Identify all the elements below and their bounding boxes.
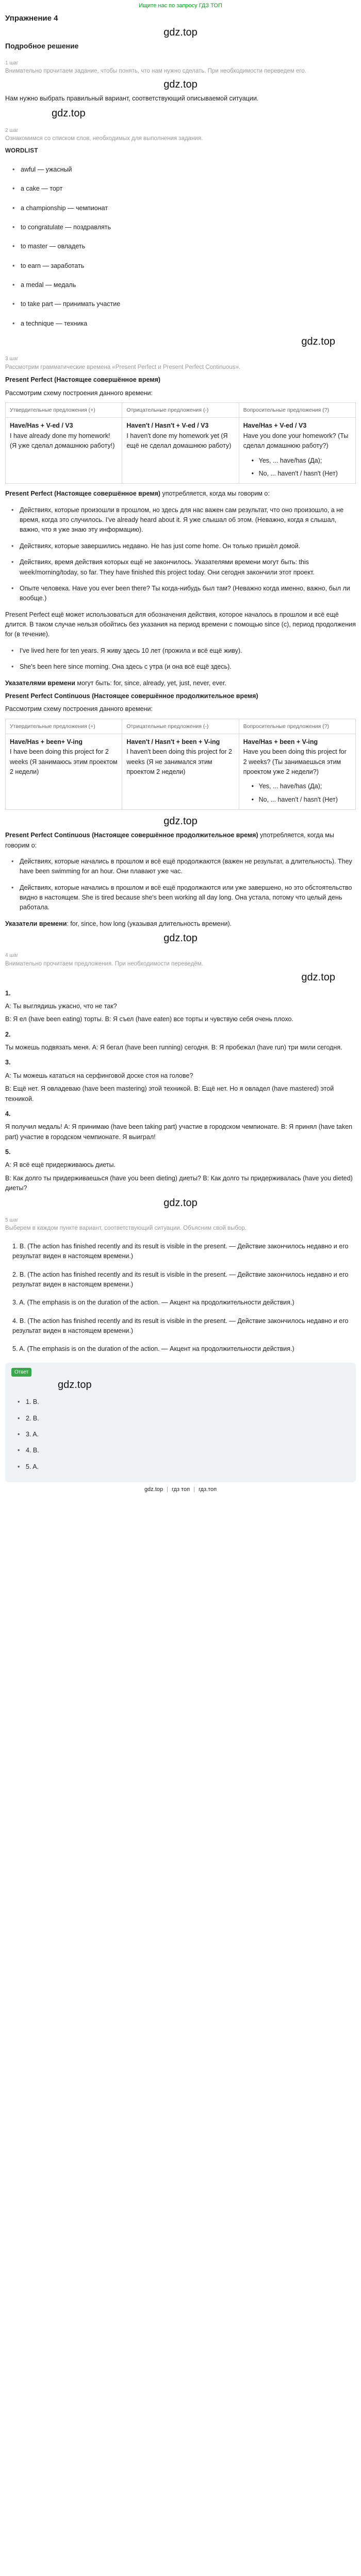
item-number: 1. <box>5 989 11 997</box>
section-heading: Указателями времени <box>5 679 75 687</box>
step-hint: Внимательно прочитаем предложения. При необходимости переведём. <box>5 960 203 967</box>
grammar-table <box>5 719 356 810</box>
example: Have you been doing this project for 2 weeks? (Ты занимаешься этим проектом уже 2 недели?) <box>243 748 347 776</box>
example: I haven't done my homework yet (Я ещё не сделал домашнюю работу) <box>126 432 232 450</box>
answer-box <box>5 1363 356 1482</box>
example: I have been doing this project for 2 weeks (Я занимаюсь этим проектом 2 недели) <box>10 748 118 776</box>
section-text: употребляется, когда мы говорим о: <box>160 490 270 498</box>
section-text: могут быть: for, since, already, yet, just, never, ever. <box>75 679 226 687</box>
explanation-list <box>5 1238 356 1359</box>
list-item: • No, ... haven't / hasn't (Нет) <box>251 793 351 806</box>
item-answer: B: Я ел (have been eating) торты. B: Я съел (have eaten) все торты и чувствую себя очень плохо. <box>5 1015 293 1023</box>
list-item: • 5. A. <box>17 1459 350 1475</box>
list-item: • 1. B. <box>17 1394 350 1410</box>
formula: Have/Has + been+ V-ing <box>10 738 83 745</box>
list-item: • Действиях, которые начались в прошлом и всё ещё продолжаются (важен не результат, а длительность). They have been swimming for an hour. Они плавают уже час. <box>10 854 356 880</box>
list-item: • I've lived here for ten years. Я живу здесь 10 лет (прожила и всё ещё живу). <box>10 643 356 659</box>
item-number: 5. <box>5 1148 11 1156</box>
watermark: gdz.top <box>163 816 198 827</box>
step-label: 3 шаг <box>5 356 19 362</box>
item-question: A: Ты выглядишь ужасно, что не так? <box>5 1002 117 1010</box>
step-label: 5 шаг <box>5 1217 19 1223</box>
section-heading: Present Perfect (Настоящее совершённое время) <box>5 490 160 498</box>
page-title: Упражнение 4 <box>5 14 58 23</box>
item-question: A: Я всё ещё придерживаюсь диеты. <box>5 1161 116 1169</box>
page-subtitle: Подробное решение <box>5 42 79 50</box>
step-label: 4 шаг <box>5 953 19 959</box>
item-answer: B: Как долго ты придерживаешься (have you been dieting) диеты? B: Как долго ты придерживалась (have you dieted) диеты? <box>5 1174 353 1192</box>
section-text: : for, since, how long (указывая длительность времени). <box>67 920 232 927</box>
list-item: • No, ... haven't / hasn't (Нет) <box>251 467 351 480</box>
step-text: Нам нужно выбрать правильный вариант, соответствующий описываемой ситуации. <box>5 95 259 103</box>
list-item: • a technique — техника <box>11 314 356 333</box>
example: I have already done my homework! (Я уже сделал домашнюю работу!) <box>10 432 115 450</box>
list-item: • 2. B. <box>17 1411 350 1427</box>
list-item: • Действиях, время действия которых ещё не закончилось. Указателями времени могут быть: this week/morning/today, so far. They have finished this project today. Они сегодня закончили этот проект. <box>10 554 356 581</box>
section-text: употребляется, когда мы говорим о: <box>5 832 334 849</box>
table-header: Вопросительные предложения (?) <box>239 403 355 418</box>
watermark: gdz.top <box>301 336 335 348</box>
formula: Have/Has + been + V-ing <box>243 738 318 745</box>
list-item: • She's been here since morning. Она здесь с утра (и она всё ещё здесь). <box>10 659 356 675</box>
list-item: • to master — овладеть <box>11 237 356 256</box>
list-item: • a medal — медаль <box>11 276 356 295</box>
list-item: • to take part — принимать участие <box>11 295 356 314</box>
section-heading: Present Perfect Continuous (Настоящее совершённое продолжительное время) <box>5 692 258 700</box>
table-header: Утвердительные предложения (+) <box>6 403 122 418</box>
list-item: 1. B. (The action has finished recently and its result is visible in the present. — Действие закончилось недавно и его результат виден в настоящем времени.) <box>12 1242 349 1260</box>
section-text: Рассмотрим схему построения данного времени: <box>5 705 153 713</box>
section-text: Present Perfect ещё может использоваться для обозначения действия, которое началось в прошлом и всё ещё длится. В таком случае нельзя обойтись без указания на период времени с помощью since (с), период продолжения for (в течение). <box>5 611 356 638</box>
watermark: gdz.top <box>163 933 198 944</box>
short-answers <box>251 454 351 481</box>
list-item: • 4. B. <box>17 1443 350 1459</box>
list-item: • awful — ужасный <box>11 160 356 179</box>
list-item: • 3. A. <box>17 1427 350 1443</box>
list-item: • a cake — торт <box>11 179 356 198</box>
answer-list <box>17 1394 350 1475</box>
usage-list <box>10 854 356 916</box>
section-heading: Указатели времени <box>5 920 67 927</box>
list-item: 5. A. (The emphasis is on the duration of the action. — Акцент на продолжительности действия.) <box>12 1345 294 1353</box>
formula: Have/Has + V-ed / V3 <box>243 422 307 430</box>
item-number: 3. <box>5 1059 11 1066</box>
section-heading: Present Perfect Continuous (Настоящее совершённое продолжительное время) <box>5 832 258 839</box>
watermark: gdz.top <box>163 1197 198 1209</box>
table-header: Утвердительные предложения (+) <box>6 719 122 734</box>
item-number: 4. <box>5 1110 11 1117</box>
step-label: 2 шаг <box>5 127 19 133</box>
answer-badge: Ответ <box>11 1368 31 1377</box>
example: I haven't been doing this project for 2 weeks (Я не занимался этим проектом 2 недели) <box>126 748 232 776</box>
item-question: Ты можешь подвязать меня. A: Я бегал (have been running) сегодня. B: Я пробежал (have run) три мили сегодня. <box>5 1044 342 1052</box>
item-number: 2. <box>5 1030 11 1038</box>
list-item: • a championship — чемпионат <box>11 199 356 218</box>
example: Have you done your homework? (Ты сделал домашнюю работу?) <box>243 432 349 450</box>
item-answer: B: Ещё нет. Я овладеваю (have been mastering) этой техникой. B: Ещё нет. Но я овладел (have mastered) этой техникой. <box>5 1085 334 1103</box>
watermark: gdz.top <box>52 107 86 119</box>
table-header: Отрицательные предложения (-) <box>122 719 239 734</box>
list-item: • Действиях, которые произошли в прошлом, но здесь для нас важен сам результат, что оно произошло, а не время, когда это случилось. I've already heard about it. Я уже слышал об этом. (Неважно, когда я слышал, важно, что я уже знаю эту информацию). <box>10 502 356 538</box>
list-item: • to congratulate — поздравлять <box>11 218 356 237</box>
footer-link[interactable]: gdz.top <box>144 1486 163 1493</box>
list-item: • Действиях, которые завершились недавно. He has just come home. Он только пришёл домой. <box>10 538 356 554</box>
list-item: • Yes, ... have/has (Да); <box>251 780 351 793</box>
section-text: Рассмотрим схему построения данного времени: <box>5 389 153 397</box>
formula: Haven't / Hasn't + been + V-ing <box>126 738 220 745</box>
list-item: • to earn — заработать <box>11 257 356 276</box>
table-cell <box>122 734 239 809</box>
watermark: gdz.top <box>58 1379 92 1391</box>
table-cell <box>239 418 355 484</box>
footer-link[interactable]: гдз топ <box>172 1486 190 1493</box>
list-item: 4. B. (The action has finished recently and its result is visible in the present. — Действие закончилось недавно и его результат виден в настоящем времени.) <box>12 1317 349 1335</box>
wordlist-title: WORDLIST <box>5 147 38 154</box>
table-cell <box>6 418 122 484</box>
step-hint: Ознакомимся со списком слов, необходимых для выполнения задания. <box>5 135 203 142</box>
footer-links: gdz.top | гдз топ | гдз.топ <box>144 1486 217 1493</box>
list-item: • Опыте человека. Have you ever been there? Ты когда-нибудь был там? (Неважно когда именно, важно, был ли вообще.) <box>10 581 356 607</box>
formula: Have/Has + V-ed / V3 <box>10 422 73 430</box>
list-item: • Yes, ... have/has (Да); <box>251 454 351 467</box>
usage-list <box>10 502 356 607</box>
table-header: Вопросительные предложения (?) <box>239 719 355 734</box>
item-question: A: Ты можешь кататься на серфинговой доске стоя на голове? <box>5 1072 193 1079</box>
watermark: gdz.top <box>163 79 198 91</box>
short-answers <box>251 780 351 806</box>
step-label: 1 шаг <box>5 60 19 66</box>
formula: Haven't / Hasn't + V-ed / V3 <box>126 422 209 430</box>
wordlist <box>11 160 356 333</box>
step-hint: Внимательно прочитаем задание, чтобы понять, что нам нужно сделать. При необходимости переведем его. <box>5 68 306 75</box>
section-heading: Present Perfect (Настоящее совершённое время) <box>5 376 160 384</box>
step-hint: Рассмотрим грамматические времена «Present Perfect и Present Perfect Continuous». <box>5 364 241 370</box>
watermark: gdz.top <box>163 27 198 39</box>
grammar-table <box>5 402 356 484</box>
search-banner: Ищите нас по запросу ГДЗ ТОП <box>139 3 222 9</box>
watermark: gdz.top <box>301 971 335 983</box>
example-list <box>10 643 356 675</box>
table-cell <box>6 734 122 809</box>
list-item: • Действиях, которые начались в прошлом и всё ещё продолжаются или уже завершено, но это обстоятельство видно в настоящем. She is tired because she's been working all day long. Она устала, потому что целый день работала. <box>10 880 356 916</box>
table-cell <box>122 418 239 484</box>
list-item: 2. B. (The action has finished recently and its result is visible in the present. — Действие закончилось недавно и его результат виден в настоящем времени.) <box>12 1270 349 1288</box>
step-hint: Выберем в каждом пункте вариант, соответствующий ситуации. Объясним свой выбор. <box>5 1225 247 1232</box>
footer-link[interactable]: гдз.топ <box>199 1486 217 1493</box>
list-item: 3. A. (The emphasis is on the duration of the action. — Акцент на продолжительности действия.) <box>12 1299 294 1307</box>
item-question: Я получил медаль! A: Я принимаю (have been taking part) участие в городском чемпионате. B: Я принял (have taken part) участие в городском чемпионате. Я выиграл! <box>5 1123 353 1141</box>
table-cell <box>239 734 355 809</box>
table-header: Отрицательные предложения (-) <box>122 403 239 418</box>
